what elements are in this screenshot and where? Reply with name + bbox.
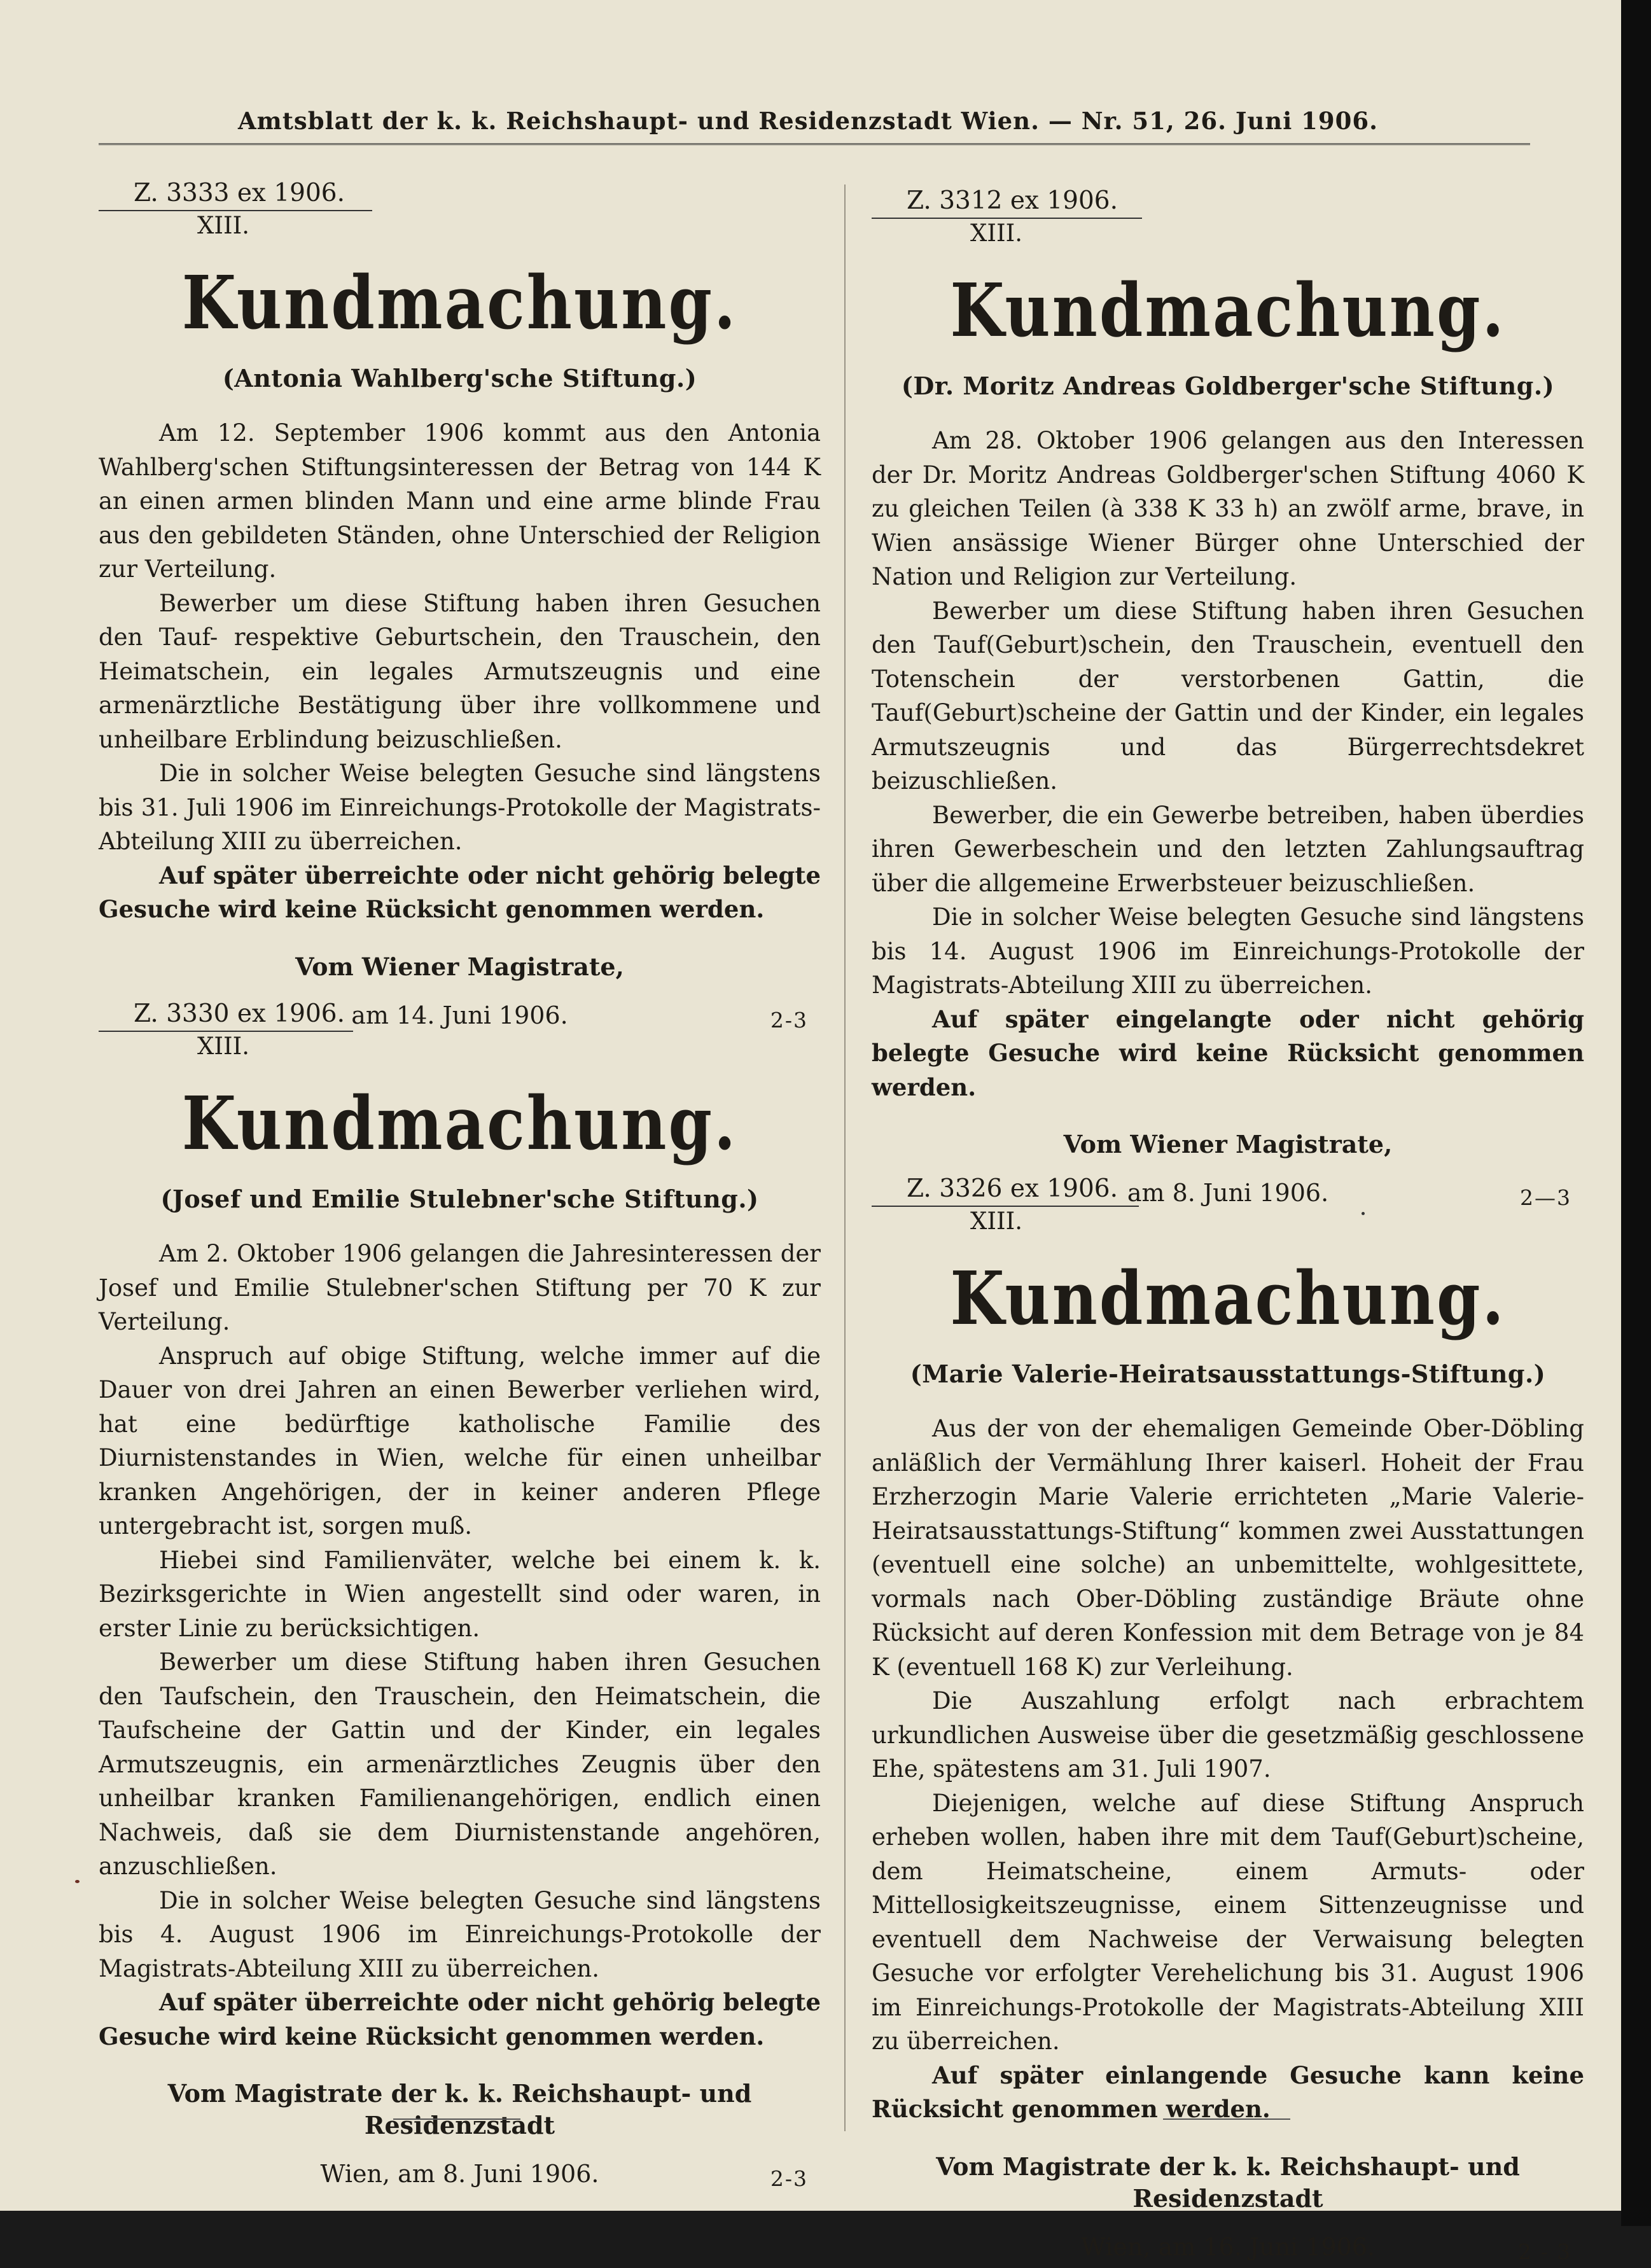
column-divider bbox=[844, 184, 846, 2131]
paragraph: Aus der von der ehemaligen Gemeinde Ober-Döbling anläßlich der Vermählung Ihrer kaiserl. Hoheit der Frau Erzherzogin Marie Valerie errichteten „Marie Valerie-Heiratsausstattungs-Stiftung“ kommen zwei Ausstattungen (eventuell eine solche) an unbemittelte, wohlgesittete, vormals nach Ober-Döbling zuständige Bräute ohne Rücksicht auf deren Konfession mit dem Betrage von je 84 K (eventuell 168 K) zur Verleihung. bbox=[872, 1415, 1584, 1681]
date-text: Wien, am 16. Juni 1906. bbox=[1080, 2232, 1376, 2261]
warning-text: Auf später überreichte oder nicht gehörig belegte Gesuche wird keine Rücksicht genommen werden. bbox=[99, 1988, 821, 2050]
notice-title: Kundmachung. bbox=[950, 1255, 1506, 1342]
paper-speck bbox=[75, 1880, 80, 1883]
paragraph: Bewerber, die ein Gewerbe betreiben, haben überdies ihren Gewerbeschein und den letzten Zahlungsauftrag über die allgemeine Erwerbsteuer beizuschließen. bbox=[872, 801, 1584, 897]
notice-title: Kundmachung. bbox=[181, 1080, 738, 1167]
notice-stulebner bbox=[99, 999, 821, 2190]
notice-marie-valerie bbox=[872, 1174, 1584, 2263]
notice-subtitle: (Antonia Wahlberg'sche Stiftung.) bbox=[222, 364, 697, 393]
closing-signature: Vom Wiener Magistrate, bbox=[295, 952, 624, 981]
paragraph: Bewerber um diese Stiftung haben ihren Gesuchen den Tauf- respektive Geburtschein, den Trauschein, den Heimatschein, ein legales Armutszeugnis und eine armenärztliche Bestätigung über ihre vollkommene und unheilbare Erblindung beizuschließen. bbox=[99, 589, 821, 753]
department: XIII. bbox=[970, 1207, 1022, 1235]
closing-signature: Vom Magistrate der k. k. Reichshaupt- und Residenzstadt bbox=[936, 2152, 1520, 2213]
paragraph: Bewerber um diese Stiftung haben ihren Gesuchen den Taufschein, den Trauschein, den Heimatschein, die Taufscheine der Gattin und der Kinder, ein legales Armutszeugnis, ein armenärztliches Zeugnis über den unheilbar kranken Familienangehörigen, endlich einen Nachweis, daß sie dem Diurnistenstande angehören, anzuschließen. bbox=[99, 1648, 821, 1880]
paragraph: Die in solcher Weise belegten Gesuche sind längstens bis 31. Juli 1906 im Einreichungs-Protokolle der Magistrats-Abteilung XIII zu überreichen. bbox=[99, 760, 821, 855]
separator-rule bbox=[1163, 2118, 1290, 2120]
closing-signature: Vom Wiener Magistrate, bbox=[1063, 1130, 1393, 1158]
notice-subtitle: (Marie Valerie-Heiratsausstattungs-Stiftung.) bbox=[910, 1360, 1546, 1388]
department: XIII. bbox=[970, 219, 1022, 247]
notice-subtitle: (Josef und Emilie Stulebner'sche Stiftung.) bbox=[160, 1185, 759, 1213]
reference-number: Z. 3333 ex 1906. bbox=[134, 179, 345, 207]
insertion-number: 2 - 3 bbox=[1517, 2239, 1571, 2264]
notice-wahlberg bbox=[99, 178, 821, 1031]
dateline bbox=[872, 2231, 1584, 2263]
department: XIII. bbox=[197, 212, 249, 239]
warning-text: Auf später eingelangte oder nicht gehörig belegte Gesuche wird keine Rücksicht genommen werden. bbox=[872, 1005, 1584, 1101]
header-rule bbox=[99, 143, 1530, 145]
reference-number: Z. 3330 ex 1906. bbox=[134, 999, 345, 1028]
notice-title: Kundmachung. bbox=[181, 260, 738, 347]
paragraph: Die in solcher Weise belegten Gesuche sind längstens bis 4. August 1906 im Einreichungs-Protokolle der Magistrats-Abteilung XIII zu überreichen. bbox=[99, 1886, 821, 1982]
paragraph: Die in solcher Weise belegten Gesuche sind längstens bis 14. August 1906 im Einreichungs-Protokolle der Magistrats-Abteilung XIII zu überreichen. bbox=[872, 903, 1584, 999]
paragraph: Die Auszahlung erfolgt nach erbrachtem urkundlichen Ausweise über die gesetzmäßig geschlossene Ehe, spätestens am 31. Juli 1907. bbox=[872, 1687, 1584, 1783]
paragraph: Am 2. Oktober 1906 gelangen die Jahresinteressen der Josef und Emilie Stulebner'schen Stiftung per 70 K zur Verteilung. bbox=[99, 1240, 821, 1335]
notice-goldberger bbox=[872, 186, 1584, 1209]
page-header: Amtsblatt der k. k. Reichshaupt- und Residenzstadt Wien. — Nr. 51, 26. Juni 1906. bbox=[237, 107, 1379, 135]
department: XIII. bbox=[197, 1033, 249, 1060]
scan-edge bbox=[1621, 0, 1651, 2226]
notice-title: Kundmachung. bbox=[950, 267, 1506, 354]
paragraph: Diejenigen, welche auf diese Stiftung Anspruch erheben wollen, haben ihre mit dem Tauf(Geburt)scheine, dem Heimatscheine, einem Armuts- oder Mittellosigkeitszeugnisse, einem Sittenzeugnisse und eventuell dem Nachweise der Verwaisung belegten Gesuche vor erfolgter Verehelichung bis 31. August 1906 im Einreichungs-Protokolle der Magistrats-Abteilung XIII zu überreichen. bbox=[872, 1789, 1584, 2055]
date-text: am 8. Juni 1906. bbox=[1127, 1179, 1329, 1207]
paragraph: Am 12. September 1906 kommt aus den Antonia Wahlberg'schen Stiftungsinteressen der Betrag von 144 K an einen armen blinden Mann und eine arme blinde Frau aus den gebildeten Ständen, ohne Unterschied der Religion zur Verteilung. bbox=[99, 419, 821, 583]
insertion-number: 2—3 bbox=[1520, 1185, 1571, 1210]
dateline bbox=[99, 2158, 821, 2190]
warning-text: Auf später einlangende Gesuche kann keine Rücksicht genommen werden. bbox=[872, 2061, 1584, 2123]
insertion-number: 2-3 bbox=[770, 1007, 808, 1033]
reference-number: Z. 3312 ex 1906. bbox=[907, 186, 1118, 215]
paper-speck bbox=[1362, 1212, 1365, 1215]
closing-signature: Vom Magistrate der k. k. Reichshaupt- und Residenzstadt bbox=[167, 2079, 752, 2139]
reference-number: Z. 3326 ex 1906. bbox=[907, 1174, 1118, 1203]
date-text: Wien, am 8. Juni 1906. bbox=[320, 2160, 599, 2188]
paragraph: Hiebei sind Familienväter, welche bei einem k. k. Bezirksgerichte in Wien angestellt sind oder waren, in erster Linie zu berücksichtigen. bbox=[99, 1546, 821, 1642]
paragraph: Am 28. Oktober 1906 gelangen aus den Interessen der Dr. Moritz Andreas Goldberger'schen Stiftung 4060 K zu gleichen Teilen (à 338 K 33 h) an zwölf arme, brave, in Wien ansässige Wiener Bürger ohne Unterschied der Nation und Religion zur Verteilung. bbox=[872, 427, 1584, 590]
warning-text: Auf später überreichte oder nicht gehörig belegte Gesuche wird keine Rücksicht genommen werden. bbox=[99, 861, 821, 923]
separator-rule bbox=[393, 2118, 520, 2120]
date-text: am 14. Juni 1906. bbox=[351, 1001, 568, 1029]
paragraph: Bewerber um diese Stiftung haben ihren Gesuchen den Tauf(Geburt)schein, den Trauschein, eventuell den Totenschein der verstorbenen Gattin, die Tauf(Geburt)scheine der Gattin und der Kinder, ein legales Armutszeugnis und das Bürgerrechtsdekret beizuschließen. bbox=[872, 597, 1584, 795]
paragraph: Anspruch auf obige Stiftung, welche immer auf die Dauer von drei Jahren an einen Bewerber verliehen wird, hat eine bedürftige katholische Familie des Diurnistenstandes in Wien, welche für einen unheilbar kranken Angehörigen, der in keiner anderen Pflege untergebracht ist, sorgen muß. bbox=[99, 1342, 821, 1540]
insertion-number: 2-3 bbox=[770, 2166, 808, 2191]
notice-subtitle: (Dr. Moritz Andreas Goldberger'sche Stiftung.) bbox=[901, 372, 1555, 400]
